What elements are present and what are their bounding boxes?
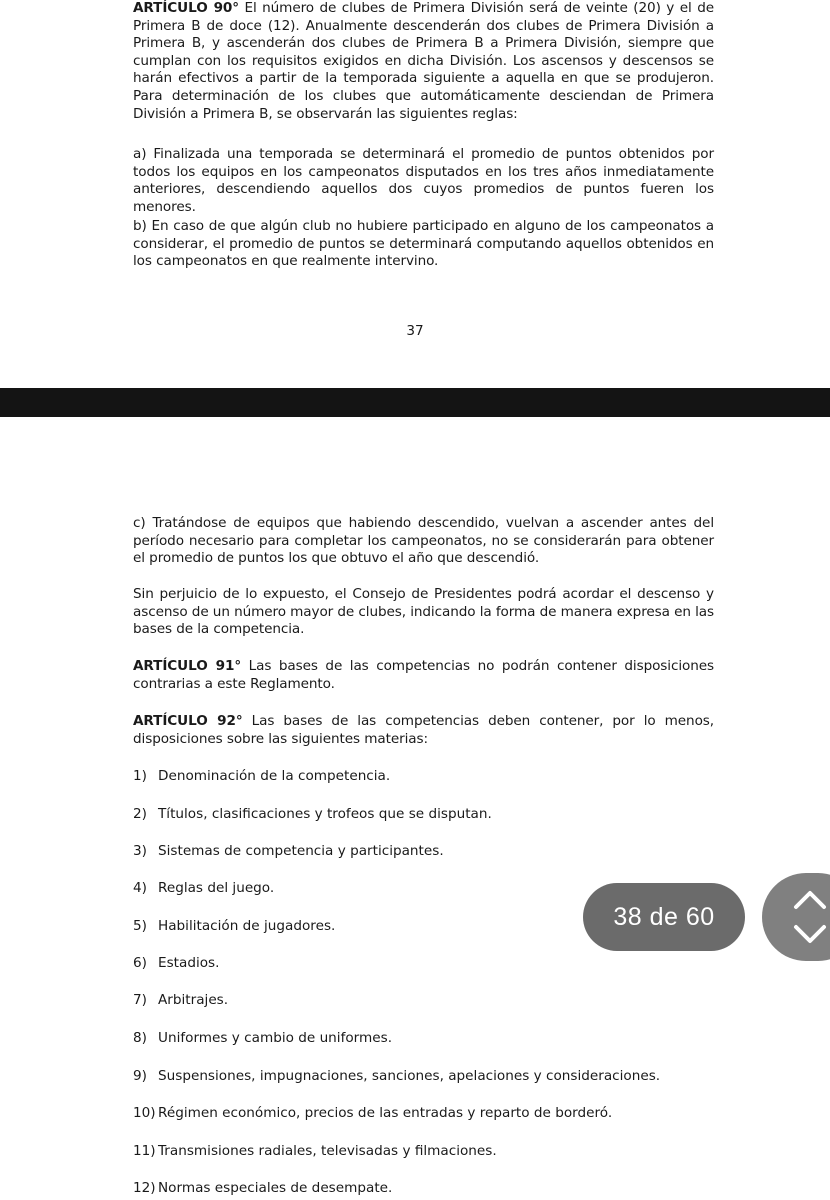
list-item: 11) Transmisiones radiales, televisadas y filmaciones. — [133, 1143, 497, 1159]
article-92-text: Las bases de las competencias deben contener, por lo menos, disposiciones sobre las siguientes materias: — [133, 713, 714, 747]
article-91-label: ARTÍCULO 91° — [133, 658, 242, 674]
page-separator — [0, 388, 830, 417]
page-indicator: 38 de 60 — [583, 883, 745, 951]
list-item: 8) Uniformes y cambio de uniformes. — [133, 1030, 393, 1046]
list-item: 5) Habilitación de jugadores. — [133, 918, 336, 934]
chevron-up-icon[interactable] — [790, 885, 830, 915]
rule-b: b) En caso de que algún club no hubiere participado en alguno de los campeonatos a considerar, el promedio de puntos se determinará computando aquellos obtenidos en los campeonatos en que realmente intervino. — [133, 218, 714, 270]
article-90-label: ARTÍCULO 90° — [133, 0, 239, 16]
article-90-text: El número de clubes de Primera División será de veinte (20) y el de Primera B de doce (12). Anualmente descenderán dos clubes de Primera División a Primera B, y ascenderán dos clubes de Primera B a Primera División, siempre que cumplan con los requisitos exigidos en dicha División. Los ascensos y descensos se harán efectivos a partir de la temporada siguiente a aquella en que se produjeron. Para determinación de los clubes que automáticamente desciendan de Primera División a Primera B, se observarán las siguientes reglas: — [133, 0, 714, 122]
list-item: 7) Arbitrajes. — [133, 992, 229, 1008]
document-page-37 — [0, 0, 830, 388]
list-item: 2) Títulos, clasificaciones y trofeos que se disputan. — [133, 806, 492, 822]
rule-a: a) Finalizada una temporada se determinará el promedio de puntos obtenidos por todos los equipos en los campeonatos disputados en los tres años inmediatamente anteriores, descendiendo aquellos dos cuyos promedios de puntos fueren los menores. — [133, 146, 714, 215]
list-item: 4) Reglas del juego. — [133, 880, 275, 896]
article-90 — [133, 0, 714, 123]
list-item: 10) Régimen económico, precios de las entradas y reparto de borderó. — [133, 1105, 613, 1121]
article-91 — [133, 658, 714, 693]
chevron-down-icon[interactable] — [790, 919, 830, 949]
article-92-label: ARTÍCULO 92° — [133, 713, 243, 729]
list-item: 6) Estadios. — [133, 955, 220, 971]
list-item: 9) Suspensiones, impugnaciones, sanciones, apelaciones y consideraciones. — [133, 1068, 661, 1084]
article-92 — [133, 713, 714, 748]
article-91-text: Las bases de las competencias no podrán contener disposiciones contrarias a este Reglamento. — [133, 658, 714, 692]
page-number: 37 — [406, 323, 424, 339]
rule-c: c) Tratándose de equipos que habiendo descendido, vuelvan a ascender antes del período necesario para completar los campeonatos, no se considerarán para obtener el promedio de puntos los que obtuvo el año que descendió. — [133, 515, 714, 567]
paragraph-consejo: Sin perjuicio de lo expuesto, el Consejo de Presidentes podrá acordar el descenso y ascenso de un número mayor de clubes, indicando la forma de manera expresa en las bases de la competencia. — [133, 586, 714, 638]
list-item: 3) Sistemas de competencia y participantes. — [133, 843, 444, 859]
list-item: 1) Denominación de la competencia. — [133, 768, 391, 784]
list-item: 12) Normas especiales de desempate. — [133, 1180, 393, 1196]
